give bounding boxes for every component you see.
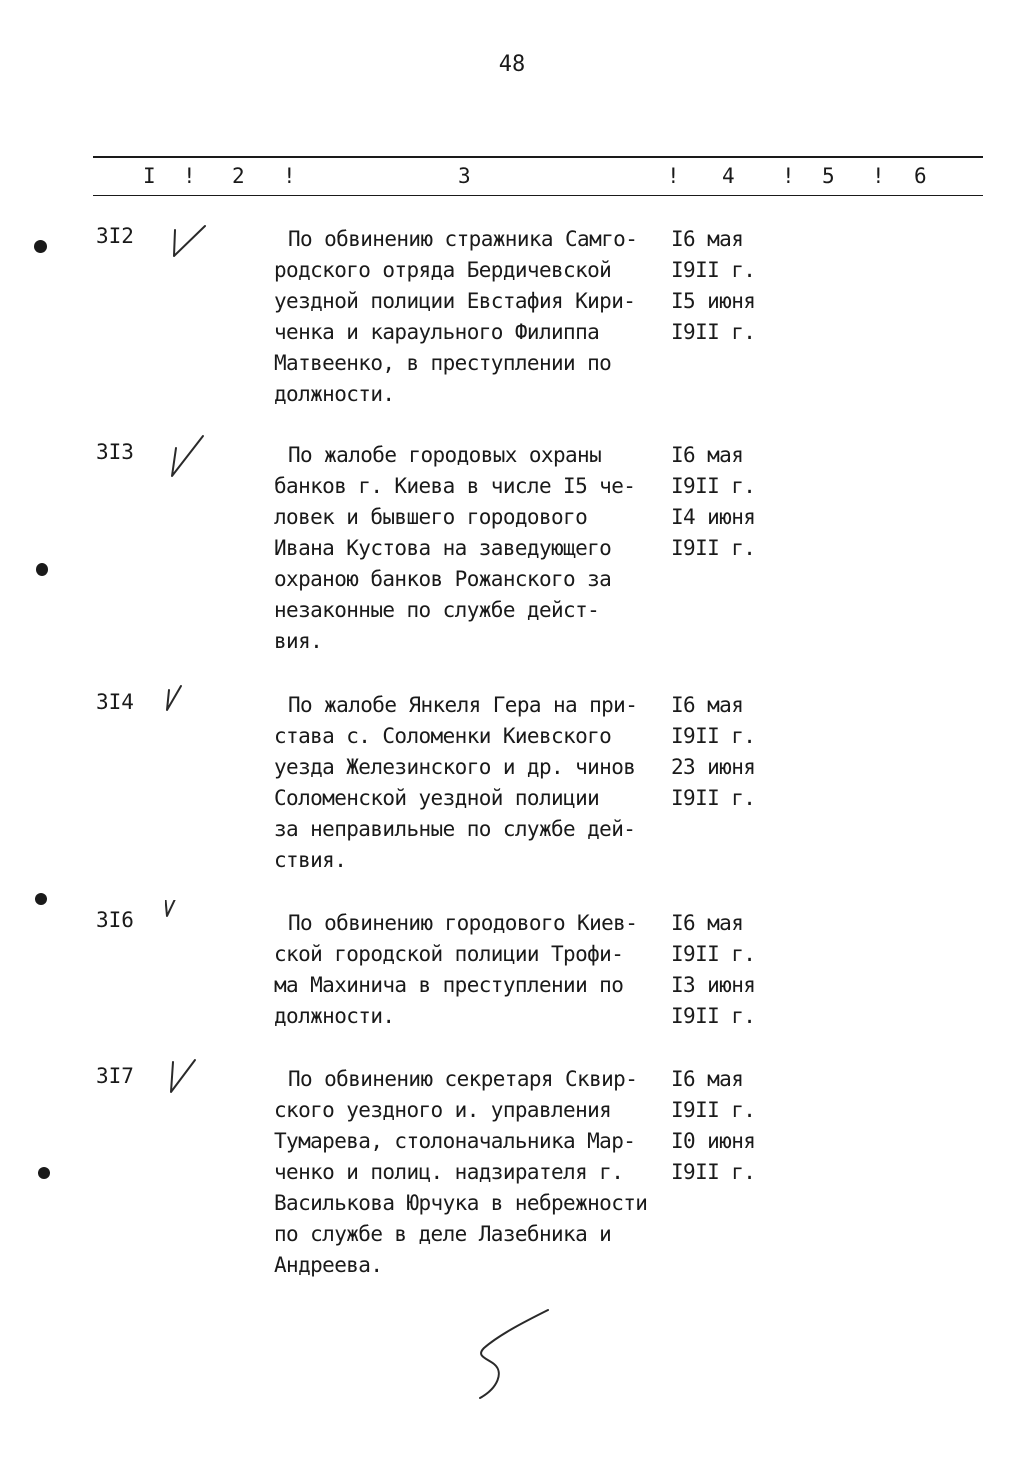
column-separator: ! [872, 164, 885, 188]
description-line: за неправильные по службе дей- [274, 817, 636, 841]
description-line: ченка и караульного Филиппа [274, 320, 600, 344]
punch-hole [38, 1167, 50, 1179]
punch-hole [34, 240, 47, 253]
end-year: I9II г. [671, 1004, 756, 1028]
entry-dates [671, 440, 781, 564]
entry-description [274, 690, 694, 876]
start-year: I9II г. [671, 474, 756, 498]
check-mark-icon [165, 432, 211, 484]
column-header-4: 4 [722, 164, 735, 188]
end-date: I4 июня [671, 505, 756, 529]
description-line: банков г. Киева в числе I5 че- [274, 474, 636, 498]
column-header-6: 6 [914, 164, 927, 188]
column-separator: ! [183, 164, 196, 188]
description-line: должности. [274, 1004, 395, 1028]
description-line: Василькова Юрчука в небрежности [274, 1191, 648, 1215]
start-year: I9II г. [671, 942, 756, 966]
entry-dates [671, 224, 781, 348]
entry-number: 3I6 [96, 908, 134, 932]
entry-number: 3I4 [96, 690, 134, 714]
entry-number: 3I2 [96, 224, 134, 248]
description-line: По жалобе Янкеля Гера на при- [288, 693, 638, 717]
description-line: ствия. [274, 848, 347, 872]
description-line: незаконные по службе дейст- [274, 598, 600, 622]
entry-dates [671, 690, 781, 814]
start-year: I9II г. [671, 258, 756, 282]
entry-dates [671, 908, 781, 1032]
description-line: ской городской полиции Трофи- [274, 942, 624, 966]
punch-hole [36, 563, 48, 576]
handwritten-mark-icon [470, 1300, 570, 1410]
end-date: I3 июня [671, 973, 756, 997]
description-line: По обвинению стражника Самго- [288, 227, 638, 251]
description-line: По обвинению городового Киев- [288, 911, 638, 935]
description-line: должности. [274, 382, 395, 406]
punch-hole [35, 893, 47, 905]
end-date: I5 июня [671, 289, 756, 313]
description-line: Тумарева, столоначальника Мар- [274, 1129, 636, 1153]
description-line: по службе в деле Лазебника и [274, 1222, 612, 1246]
start-year: I9II г. [671, 1098, 756, 1122]
description-line: ма Махинича в преступлении по [274, 973, 624, 997]
description-line: вия. [274, 629, 323, 653]
entry-dates [671, 1064, 781, 1188]
description-line: По обвинению секретаря Сквир- [288, 1067, 638, 1091]
entry-description [274, 440, 694, 657]
check-mark-icon [165, 1056, 211, 1108]
end-year: I9II г. [671, 1160, 756, 1184]
page-number: 48 [498, 52, 526, 77]
description-line: ского уездного и. управления [274, 1098, 612, 1122]
header-rule-top [93, 156, 983, 158]
end-year: I9II г. [671, 320, 756, 344]
end-date: 23 июня [671, 755, 756, 779]
column-separator: ! [667, 164, 680, 188]
start-date: I6 мая [671, 693, 744, 717]
column-separator: ! [782, 164, 795, 188]
header-rule-bottom [93, 195, 983, 196]
column-separator: ! [283, 164, 296, 188]
start-date: I6 мая [671, 911, 744, 935]
description-line: охраною банков Рожанского за [274, 567, 612, 591]
start-date: I6 мая [671, 1067, 744, 1091]
description-line: ловек и бывшего городового [274, 505, 588, 529]
entry-number: 3I7 [96, 1064, 134, 1088]
description-line: уезда Железинского и др. чинов [274, 755, 636, 779]
entry-description [274, 908, 694, 1032]
description-line: Соломенской уездной полиции [274, 786, 600, 810]
entry-description [274, 1064, 694, 1281]
end-year: I9II г. [671, 786, 756, 810]
column-header-5: 5 [822, 164, 835, 188]
check-mark-icon [165, 682, 211, 734]
entry-description [274, 224, 694, 410]
description-line: родского отряда Бердичевской [274, 258, 612, 282]
end-year: I9II г. [671, 536, 756, 560]
start-date: I6 мая [671, 227, 744, 251]
description-line: ченко и полиц. надзирателя г. [274, 1160, 624, 1184]
check-mark-icon [165, 216, 211, 268]
column-header-3: 3 [458, 164, 471, 188]
description-line: Андреева. [274, 1253, 383, 1277]
column-header-row [0, 164, 1024, 192]
description-line: Ивана Кустова на заведующего [274, 536, 612, 560]
start-year: I9II г. [671, 724, 756, 748]
description-line: Матвеенко, в преступлении по [274, 351, 612, 375]
end-date: I0 июня [671, 1129, 756, 1153]
description-line: уездной полиции Евстафия Кири- [274, 289, 636, 313]
column-header-1: I [143, 164, 156, 188]
check-mark-icon [165, 900, 211, 952]
description-line: По жалобе городовых охраны [288, 443, 602, 467]
entry-number: 3I3 [96, 440, 134, 464]
column-header-2: 2 [232, 164, 245, 188]
start-date: I6 мая [671, 443, 744, 467]
description-line: става с. Соломенки Киевского [274, 724, 612, 748]
